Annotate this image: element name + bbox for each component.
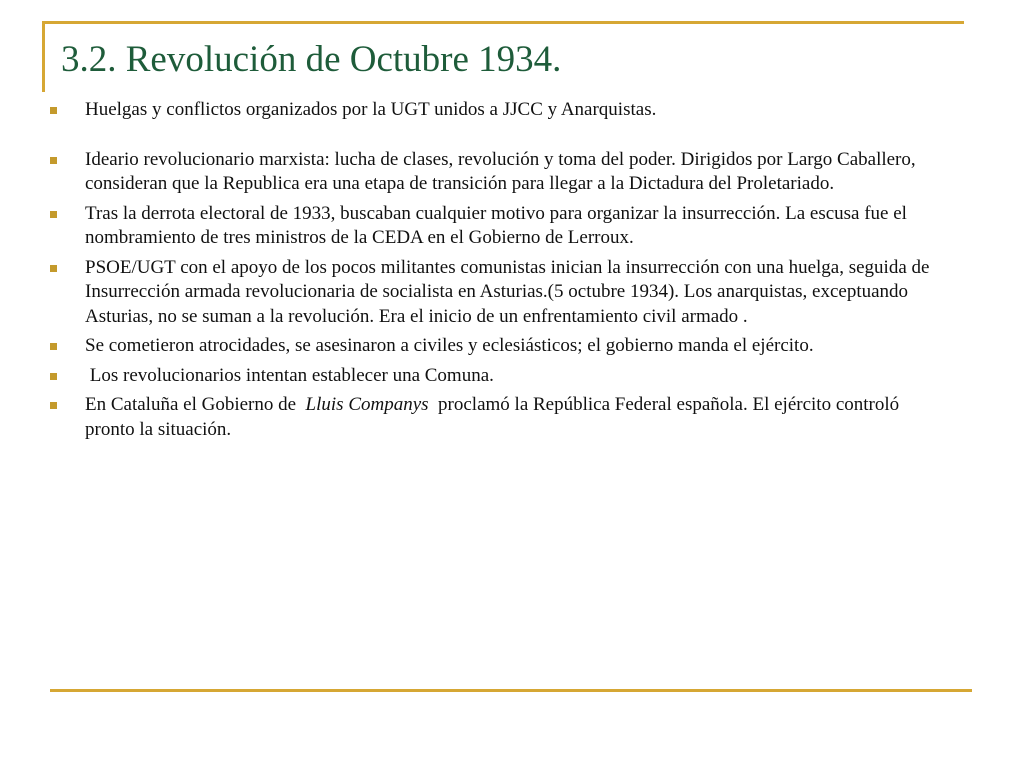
bullet-text-before: En Cataluña el Gobierno de — [85, 394, 306, 415]
bullet-text: Huelgas y conflictos organizados por la UGT unidos a JJCC y Anarquistas. — [85, 99, 657, 120]
square-bullet-icon — [50, 211, 57, 218]
square-bullet-icon — [50, 265, 57, 272]
bullet-item — [50, 364, 940, 389]
bullet-text-after: proclamó la República Federal española. El ejército controló pronto la situación. — [85, 394, 904, 440]
square-bullet-icon — [50, 157, 57, 164]
bottom-divider-line — [50, 689, 972, 692]
bullet-text: Tras la derrota electoral de 1933, buscaban cualquier motivo para organizar la insurrección. La escusa fue el nombramiento de tres ministros de la CEDA en el Gobierno de Lerroux. — [85, 202, 907, 248]
bullet-list — [50, 98, 940, 447]
square-bullet-icon — [50, 343, 57, 350]
bullet-item — [50, 334, 940, 359]
square-bullet-icon — [50, 373, 57, 380]
left-accent-line — [42, 21, 45, 92]
square-bullet-icon — [50, 402, 57, 409]
slide-title: 3.2. Revolución de Octubre 1934. — [61, 39, 562, 80]
bullet-item — [50, 148, 940, 197]
square-bullet-icon — [50, 107, 57, 114]
bullet-item — [50, 256, 940, 330]
bullet-text: Los revolucionarios intentan establecer una Comuna. — [85, 364, 494, 386]
bullet-text: Ideario revolucionario marxista: lucha de clases, revolución y toma del poder. Dirigidos por Largo Caballero, consideran que la Republica era una etapa de transición para llegar a la Dictadura del Proletariado. — [85, 148, 916, 194]
bullet-item — [50, 98, 940, 123]
top-divider-line — [42, 21, 964, 24]
bullet-item — [50, 393, 940, 442]
bullet-item — [50, 202, 940, 251]
bullet-text: Se cometieron atrocidades, se asesinaron a civiles y eclesiásticos; el gobierno manda el ejército. — [85, 335, 814, 356]
bullet-text-italic: Lluis Companys — [305, 394, 429, 415]
bullet-text: PSOE/UGT con el apoyo de los pocos militantes comunistas inician la insurrección con una huelga, seguida de Insurrección armada revolucionaria de socialista en Asturias.(5 octubre 1934). Los anarquistas, exceptuando Asturias, no se suman a la revolución. Era el inicio de un enfrentamiento civil armado . — [85, 256, 930, 327]
